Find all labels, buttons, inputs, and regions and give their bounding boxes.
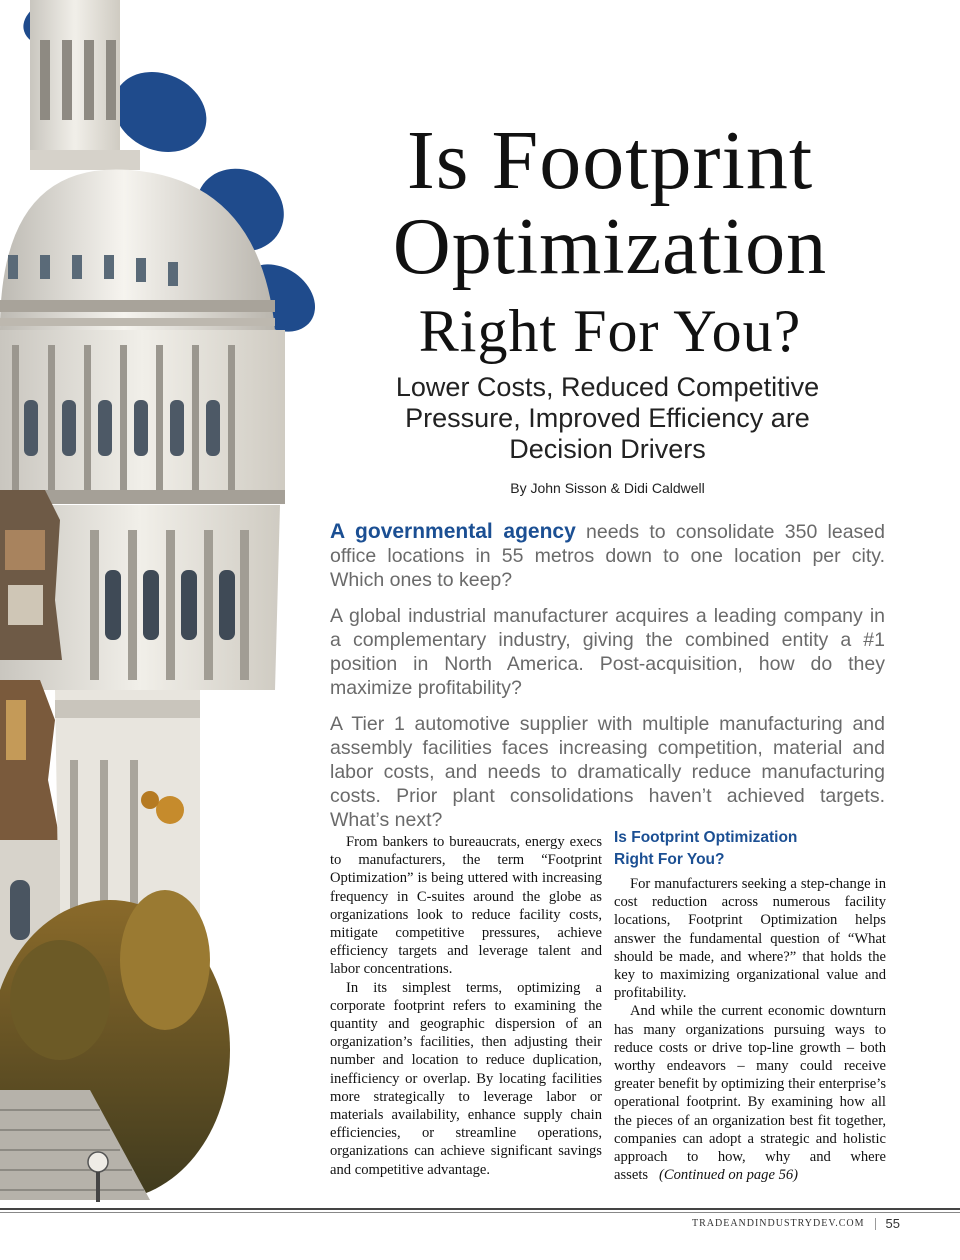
footer-separator (875, 1218, 876, 1230)
body-paragraph (614, 1002, 886, 1184)
body-column-left (330, 833, 602, 1179)
section-heading-line-2: Right For You? (614, 851, 725, 868)
subtitle-line-1: Lower Costs, Reduced Competitive (395, 372, 820, 402)
body-paragraph: For manufacturers seeking a step-change in cost reduction across numerous facility locations, Footprint Optimization helps answer the fundamental question of “What should be made, and where?” that holds the key to maximizing organizational value and profitability. (614, 876, 886, 1002)
subtitle-line-2: Pressure, Improved Efficiency are (405, 403, 810, 433)
article-subtitle (330, 372, 885, 465)
capitol-footprint-photo (0, 0, 330, 1210)
intro-lead-phrase: A governmental agency (330, 520, 576, 543)
page-number: 55 (885, 1216, 900, 1231)
footer-rule-thin (0, 1212, 960, 1213)
intro-paragraph-3: A Tier 1 automotive supplier with multiple manufacturing and assembly facilities faces increasing competition, material and labor costs, and needs to dramatically reduce manufacturing costs. Prior plant consolidations haven’t achieved targets. What’s next? (330, 713, 885, 831)
intro-paragraph-1-text: needs to consolidate 350 leased office locations in 55 metros down to one location per city. Which ones to keep? (330, 521, 885, 591)
body-paragraph: In its simplest terms, optimizing a corporate footprint refers to examining the quantity and geographic dispersion of an organization’s facilities, then adjusting their number and location to reduce duplication, inefficiency or overlap. By locating facilities more strategically to leverage labor or materials availability, enhance supply chain efficiencies, or streamline operations, organizations can achieve significant savings and competitive advantage. (330, 979, 602, 1178)
footer-rule (0, 1208, 960, 1210)
intro-paragraph-2: A global industrial manufacturer acquires a leading company in a complementary industry, giving the combined entity a #1 position in North America. Post-acquisition, how do they maximize profitability? (330, 605, 885, 699)
article-headline (320, 114, 900, 366)
headline-line-2: Optimization (392, 203, 828, 291)
page-footer (692, 1216, 900, 1231)
section-heading-line-1: Is Footprint Optimization (614, 829, 798, 846)
body-column-right (614, 829, 886, 1184)
capitol-drum (0, 330, 285, 504)
byline: By John Sisson & Didi Caldwell (510, 480, 705, 496)
headline-line-1: Is Footprint (406, 114, 814, 207)
section-heading (614, 827, 886, 871)
intro-scenarios (330, 520, 885, 844)
body-paragraph-text: And while the current economic downturn has many organizations pursuing ways to reduce costs or drive top-line growth – both worthy endeavors – many could receive greater benefit by optimizing their enterprise’s operational footprint. By examining how all the pieces of an organization best fit together, companies can adopt a strategic and holistic approach to how, why and where assets (614, 1003, 886, 1184)
footer-site-url: TRADEANDINDUSTRYDEV.COM (691, 1218, 865, 1229)
headline-line-3: Right For You? (418, 298, 802, 364)
intro-paragraph-1 (330, 520, 885, 592)
subtitle-line-3: Decision Drivers (509, 434, 706, 464)
continued-note: (Continued on page 56) (659, 1167, 799, 1184)
body-paragraph: From bankers to bureaucrats, energy execs to manufacturers, the term “Footprint Optimization” is being uttered with increasing frequency in C-suites around the globe as organizations look to reduce facility costs, mitigate competitive pressures, achieve efficiency targets and leverage talent and labor concentrations. (330, 834, 602, 978)
